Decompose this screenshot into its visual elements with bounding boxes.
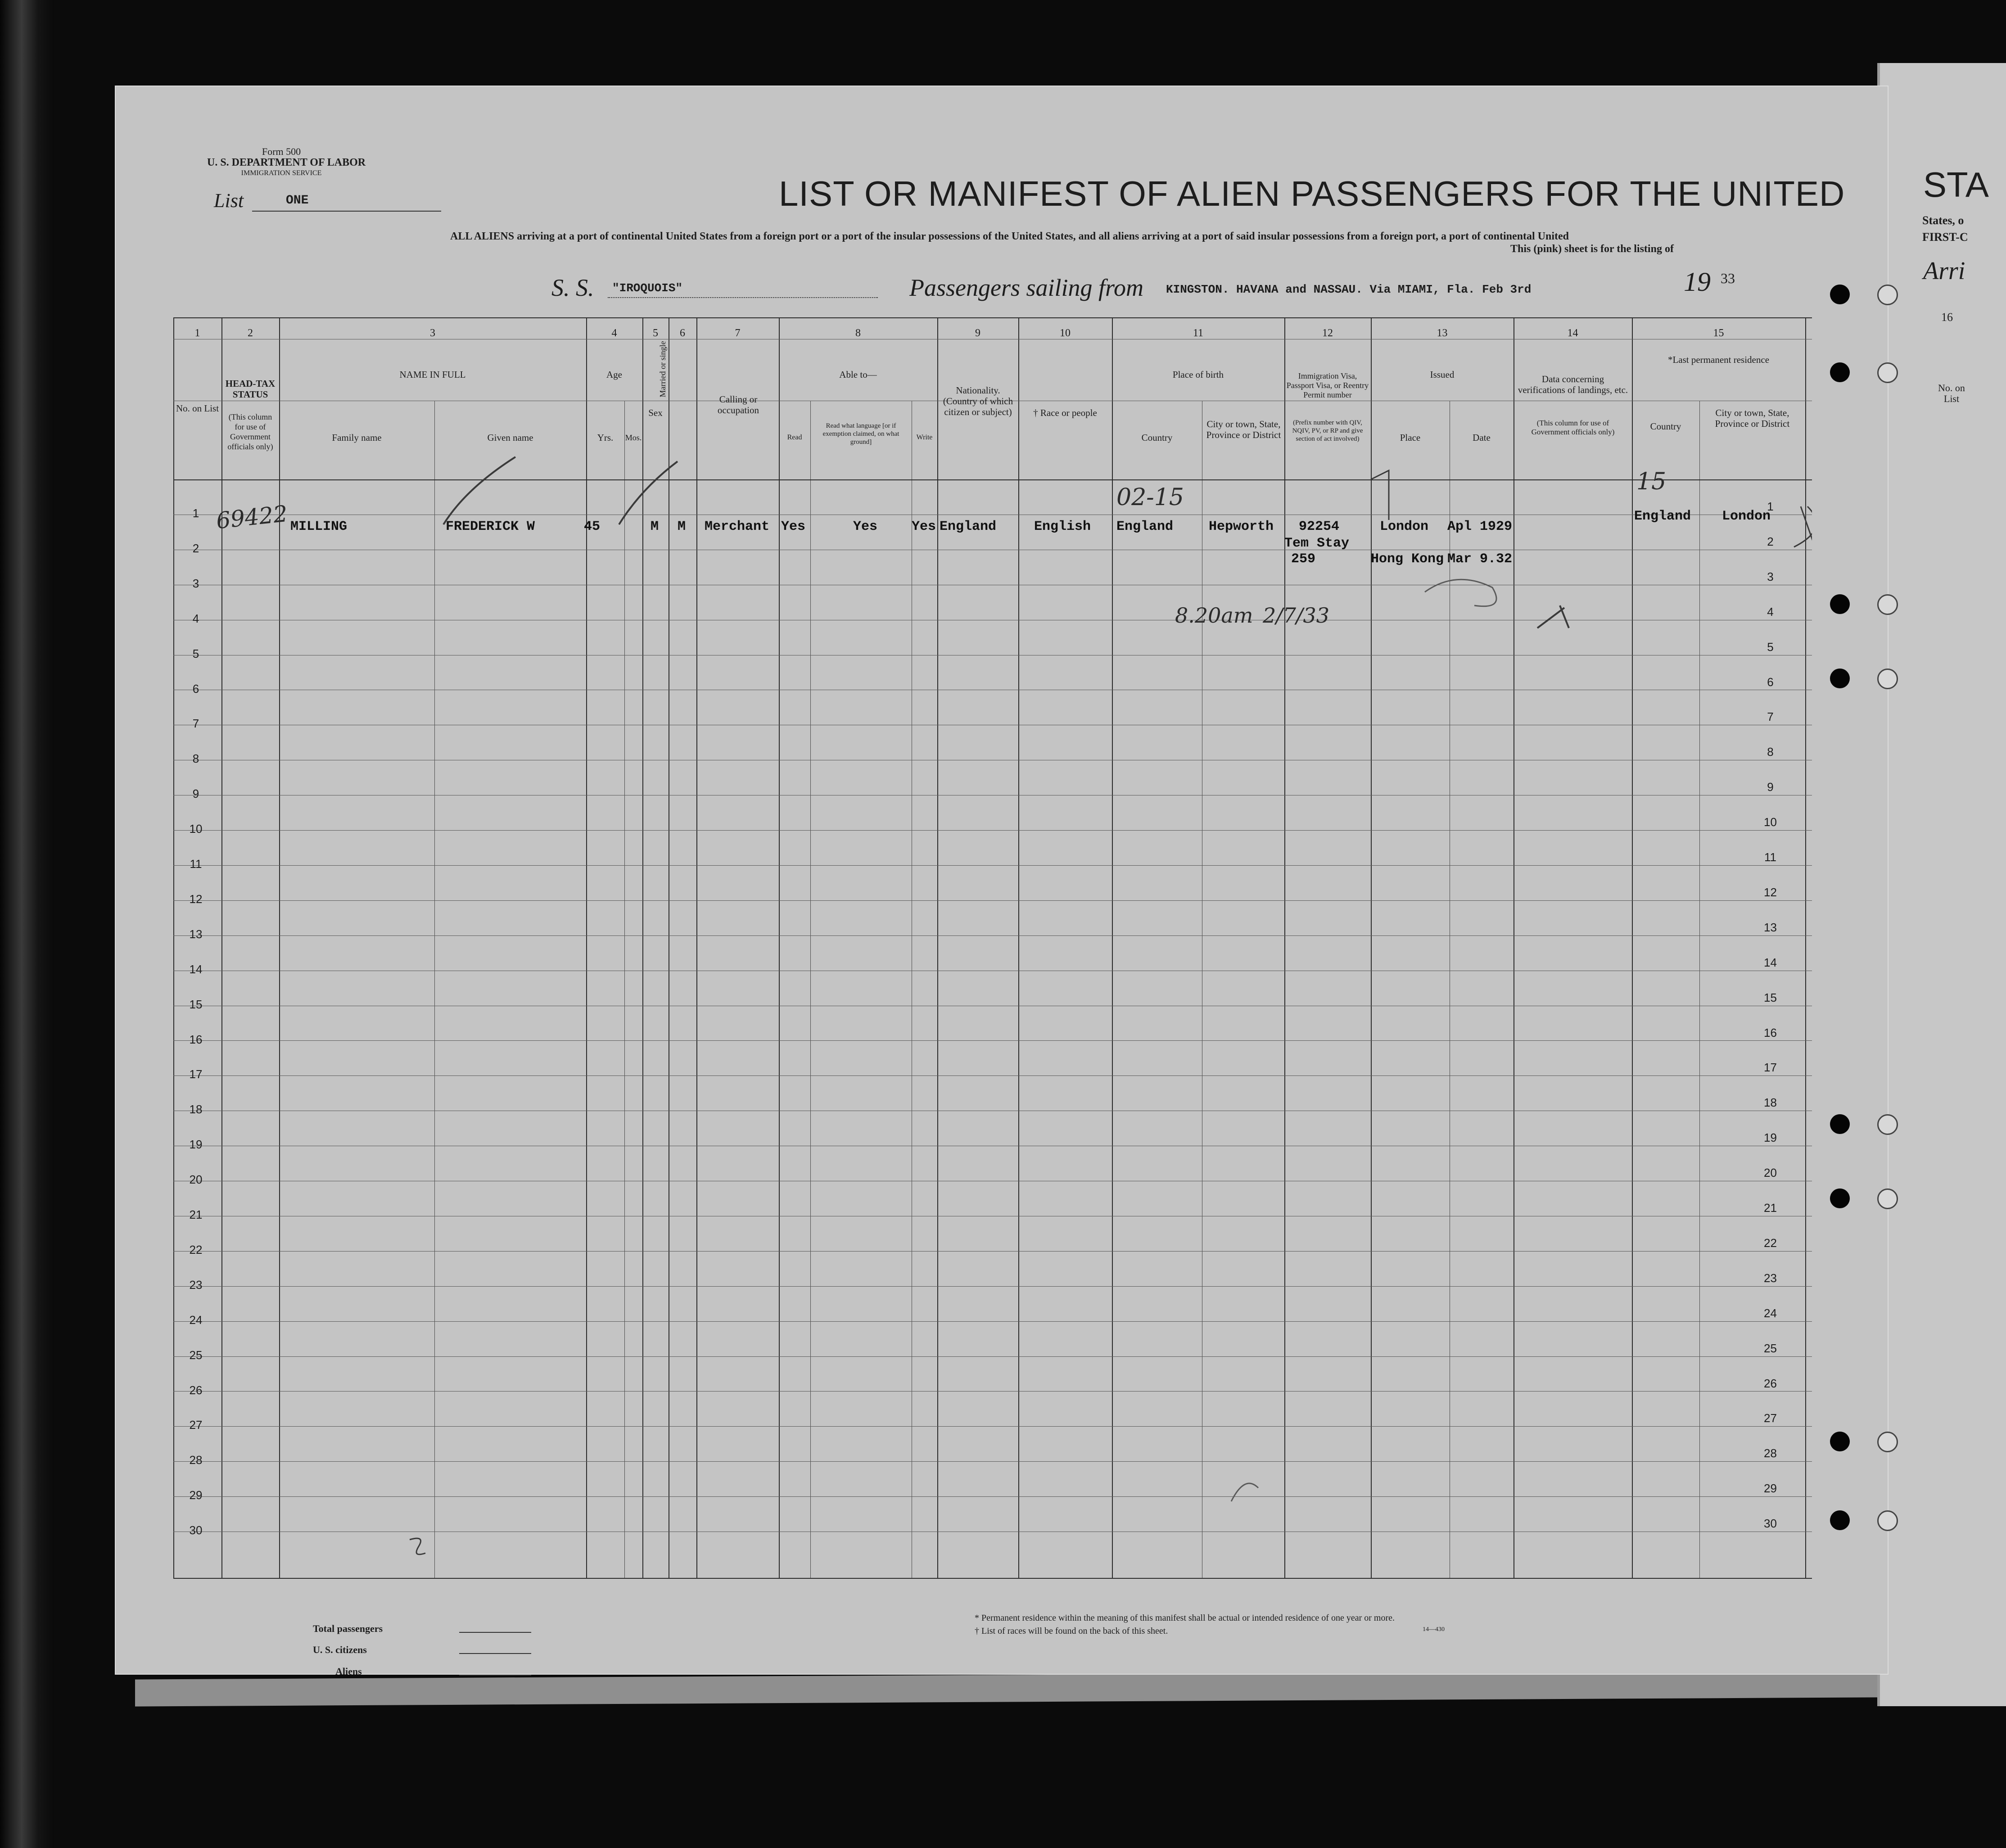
row-number: 5 <box>192 646 199 660</box>
col-num-15: 15 <box>1713 327 1724 339</box>
row-number: 21 <box>189 1208 203 1221</box>
row-number: 12 <box>189 892 203 906</box>
intro-line: ALL ALIENS arriving at a port of continental United States from a foreign port or a port of the insular possessions of the United States, and all aliens arriving at a port of said insular possessions from a foreign port, a port of continental United <box>450 230 1569 242</box>
col-num-10: 10 <box>1060 327 1071 339</box>
hdr-no-on-list: No. on List <box>176 403 219 414</box>
col-num-6: 6 <box>680 327 685 339</box>
res-country-value: England <box>1634 509 1691 524</box>
row-number: 22 <box>189 1243 203 1256</box>
row-number: 26 <box>189 1383 203 1397</box>
col-num-7: 7 <box>735 327 741 339</box>
hdr-head-tax: HEAD-TAX STATUS <box>225 378 276 400</box>
hdr-family-name: Family name <box>332 432 382 443</box>
hdr-data-note: (This column for use of Government officials only) <box>1531 419 1615 436</box>
right-row-number: 24 <box>1764 1306 1777 1320</box>
hdr-nationality: Nationality. (Country of which citizen or subject) <box>943 385 1013 417</box>
right-row-number: 6 <box>1767 675 1774 689</box>
ship-label: S. S. <box>551 274 594 301</box>
form-number: Form 500 <box>262 146 301 157</box>
list-label: List <box>214 190 244 212</box>
binder-ring <box>1877 1114 1898 1135</box>
binder-hole <box>1830 1114 1850 1134</box>
hdr-head-tax-note: (This column for use of Government officials only) <box>227 412 273 451</box>
row-number: 19 <box>189 1138 203 1152</box>
col-num-13: 13 <box>1437 327 1448 339</box>
handwritten-code-2: 15 <box>1636 468 1667 495</box>
read-language-value: Yes <box>853 519 878 534</box>
right-row-number: 5 <box>1767 640 1774 654</box>
row-number: 6 <box>192 682 199 696</box>
binder-hole <box>1830 1432 1850 1451</box>
right-row-number: 13 <box>1764 920 1777 934</box>
intro-line-2: This (pink) sheet is for the listing of <box>1510 243 1674 255</box>
hdr-read: Read <box>787 434 802 441</box>
race-value: English <box>1034 519 1091 534</box>
handwritten-date: 2/7/33 <box>1263 603 1330 628</box>
hdr-read-language: Read what language [or if exemption claimed, on what ground] <box>822 422 899 446</box>
row-number: 2 <box>192 541 199 555</box>
right-row-number: 7 <box>1767 710 1774 724</box>
right-row-number: 8 <box>1767 745 1774 759</box>
right-row-number: 22 <box>1764 1236 1777 1250</box>
nationality-value: England <box>940 519 997 534</box>
right-row-number: 17 <box>1764 1061 1777 1075</box>
right-page-title: STA <box>1923 165 1989 204</box>
hdr-visa-note: (Prefix number with QIV, NQIV, PV, or RP and give section of act involved) <box>1292 419 1363 443</box>
service: IMMIGRATION SERVICE <box>241 169 322 177</box>
handwritten-marks <box>173 317 1812 1578</box>
right-row-number: 4 <box>1767 605 1774 619</box>
hdr-visa: Immigration Visa, Passport Visa, or Reentry Permit number <box>1286 371 1369 399</box>
birth-city-value: Hepworth <box>1209 519 1274 534</box>
row-number: 24 <box>189 1313 203 1327</box>
right-row-number: 1 <box>1767 500 1774 513</box>
department: U. S. DEPARTMENT OF LABOR <box>207 157 366 168</box>
issued-date-2: Mar 9.32 <box>1447 551 1513 567</box>
right-row-number: 11 <box>1764 850 1776 864</box>
sex-value: M <box>651 519 659 534</box>
birth-country-value: England <box>1116 519 1174 534</box>
row-number: 14 <box>189 962 203 976</box>
binder-hole <box>1830 1188 1850 1208</box>
sheet-bottom-fold <box>135 1670 1958 1706</box>
hdr-married: Married or single <box>658 341 667 398</box>
footer-aliens-line <box>459 1675 531 1676</box>
row-number: 1 <box>192 506 199 520</box>
col-num-14: 14 <box>1567 327 1578 339</box>
form-header <box>207 146 366 179</box>
row-number: 7 <box>192 717 199 731</box>
footer-aliens-label: Aliens <box>335 1666 362 1677</box>
row-number: 11 <box>190 857 202 871</box>
occupation: Merchant <box>705 519 770 534</box>
hdr-able-to: Able to— <box>839 369 877 380</box>
hdr-data-concerning: Data concerning verifications of landings, etc. <box>1518 374 1628 395</box>
visa-type: Tem Stay <box>1284 536 1350 551</box>
footer-note-2: † List of races will be found on the back of this sheet. <box>975 1626 1168 1636</box>
year-prefix: 19 <box>1684 267 1711 297</box>
binder-hole <box>1830 362 1850 382</box>
hdr-mos: Mos. <box>625 433 642 442</box>
right-row-number: 23 <box>1764 1271 1777 1285</box>
footer-us-citizens-line <box>459 1653 531 1654</box>
hdr-calling: Calling or occupation <box>717 394 759 416</box>
row-number: 15 <box>189 997 203 1011</box>
footer-note-1: * Permanent residence within the meaning of this manifest shall be actual or intended residence of one year or more. <box>975 1613 1395 1623</box>
footer-us-citizens-label: U. S. citizens <box>313 1644 367 1655</box>
right-row-number: 18 <box>1764 1096 1777 1110</box>
hdr-age: Age <box>606 369 622 380</box>
married-value: M <box>678 519 686 534</box>
footer-form-code: 14—430 <box>1423 1626 1445 1633</box>
binder-ring <box>1877 1432 1898 1452</box>
hdr-last-residence: *Last permanent residence <box>1667 354 1770 365</box>
right-row-number: 9 <box>1767 780 1774 794</box>
row-number: 16 <box>189 1032 203 1046</box>
hdr-issued: Issued <box>1430 369 1455 380</box>
right-row-number: 12 <box>1764 885 1777 899</box>
binder-ring <box>1877 362 1898 383</box>
page-title: LIST OR MANIFEST OF ALIEN PASSENGERS FOR THE UNITED <box>779 174 1845 213</box>
hdr-name-in-full: NAME IN FULL <box>399 369 466 380</box>
right-page-arrival: Arri <box>1923 257 1965 285</box>
visa-section: 259 <box>1291 551 1316 567</box>
col-num-8: 8 <box>855 327 861 339</box>
right-row-number: 30 <box>1764 1517 1777 1531</box>
ship-name: "IROQUOIS" <box>612 281 683 295</box>
hdr-sex: Sex <box>648 407 663 418</box>
ship-underline <box>608 297 878 298</box>
right-row-number: 16 <box>1764 1026 1777 1039</box>
family-name: MILLING <box>290 519 348 534</box>
col-num-4: 4 <box>611 327 617 339</box>
hdr-place-of-birth: Place of birth <box>1172 369 1224 380</box>
row-number: 18 <box>189 1102 203 1116</box>
row-number: 29 <box>189 1488 203 1502</box>
right-page-col-num: 16 <box>1941 311 1953 324</box>
manifest-grid <box>173 317 1812 1578</box>
right-page-sub-2: FIRST-C <box>1922 230 1968 244</box>
right-row-number: 26 <box>1764 1376 1777 1390</box>
age-years: 45 <box>584 519 601 534</box>
binder-hole <box>1830 1510 1850 1530</box>
binder-ring <box>1877 669 1898 689</box>
col-num-5: 5 <box>653 327 658 339</box>
sailing-label: Passengers sailing from <box>909 274 1144 301</box>
col-num-11: 11 <box>1193 327 1204 339</box>
row-number: 10 <box>189 822 203 836</box>
row-number: 25 <box>189 1348 203 1362</box>
hdr-issued-place: Place <box>1400 432 1421 443</box>
hdr-birth-country: Country <box>1141 432 1173 443</box>
issued-place: London <box>1380 519 1429 534</box>
sailing-from: KINGSTON. HAVANA and NASSAU. Via MIAMI, Fla. Feb 3rd <box>1166 283 1532 296</box>
row-number: 28 <box>189 1453 203 1467</box>
write-value: Yes <box>912 519 936 534</box>
binder-ring <box>1877 1510 1898 1531</box>
visa-number: 92254 <box>1299 519 1340 534</box>
right-page-no-on-list: No. on List <box>1938 382 1965 404</box>
right-row-number: 2 <box>1767 534 1774 548</box>
res-city-value: London <box>1722 509 1771 524</box>
head-tax-handwritten: 69422 <box>215 500 289 534</box>
row-number: 23 <box>189 1278 203 1292</box>
right-page-sub-1: States, o <box>1922 214 1964 227</box>
binder-ring <box>1877 594 1898 615</box>
right-row-number: 29 <box>1764 1482 1777 1496</box>
footer-total-label: Total passengers <box>313 1623 383 1634</box>
col-num-2: 2 <box>248 327 253 339</box>
hdr-race: † Race or people <box>1033 407 1097 418</box>
binder-ring <box>1877 285 1898 305</box>
row-number: 3 <box>192 576 199 590</box>
hdr-res-city: City or town, State, Province or District <box>1715 407 1790 429</box>
col-num-9: 9 <box>975 327 980 339</box>
handwritten-time: 8.20am <box>1175 603 1253 628</box>
right-row-number: 20 <box>1764 1166 1777 1180</box>
row-number: 17 <box>189 1067 203 1081</box>
row-number: 20 <box>189 1173 203 1187</box>
row-number: 4 <box>192 611 199 625</box>
list-value: ONE <box>286 194 309 208</box>
right-row-number: 27 <box>1764 1411 1777 1425</box>
year-suffix: 33 <box>1721 270 1735 286</box>
footer-total-line <box>459 1632 531 1633</box>
row-number: 8 <box>192 752 199 766</box>
given-name: FREDERICK W <box>446 519 535 534</box>
right-row-number: 15 <box>1764 990 1777 1004</box>
binder-ring <box>1877 1188 1898 1209</box>
hdr-write: Write <box>916 434 933 441</box>
right-row-number: 21 <box>1764 1201 1777 1215</box>
list-underline <box>252 211 441 212</box>
col-num-3: 3 <box>430 327 435 339</box>
adjacent-page <box>1877 63 2006 1706</box>
right-row-number: 10 <box>1764 815 1777 829</box>
issued-date: Apl 1929 <box>1447 519 1513 534</box>
binder-hole <box>1830 285 1850 304</box>
col-num-1: 1 <box>194 327 200 339</box>
binder-hole <box>1830 594 1850 614</box>
binder-hole <box>1830 669 1850 688</box>
handwritten-code-1: 02-15 <box>1116 484 1184 511</box>
right-row-number: 28 <box>1764 1446 1777 1460</box>
scan-left-edge <box>0 0 54 1848</box>
right-row-number: 19 <box>1764 1131 1777 1145</box>
col-num-12: 12 <box>1322 327 1333 339</box>
row-number: 9 <box>192 787 199 801</box>
read-value: Yes <box>781 519 806 534</box>
row-number: 13 <box>189 927 203 941</box>
right-row-number: 3 <box>1767 569 1774 583</box>
right-row-number: 25 <box>1764 1341 1777 1355</box>
row-number: 30 <box>189 1523 203 1537</box>
hdr-yrs: Yrs. <box>597 432 614 443</box>
hdr-given-name: Given name <box>487 432 533 443</box>
hdr-res-country: Country <box>1650 421 1681 432</box>
issued-place-2: Hong Kong <box>1371 551 1444 567</box>
hdr-birth-city: City or town, State, Province or District <box>1206 419 1281 440</box>
row-number: 27 <box>189 1418 203 1432</box>
hdr-issued-date: Date <box>1473 432 1491 443</box>
right-row-number: 14 <box>1764 955 1777 969</box>
